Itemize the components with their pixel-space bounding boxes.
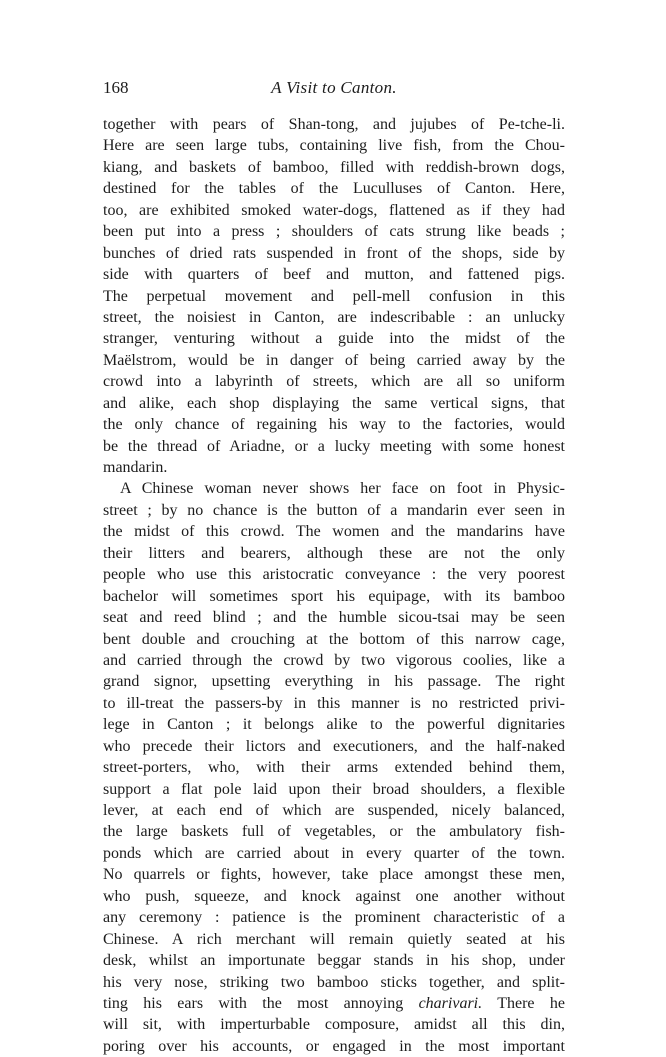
text-line: and alike, each shop displaying the same vertical signs, that [103, 394, 565, 412]
text-segment: street ; by no chance is the button of a mandarin ever seen in [103, 501, 565, 519]
text-line: stranger, venturing without a guide into the midst of the [103, 330, 565, 348]
page-number: 168 [103, 78, 129, 97]
text-line: side with quarters of beef and mutton, and fattened pigs. [103, 266, 565, 284]
running-title: A Visit to Canton. [271, 78, 397, 97]
italic-term: charivari. [418, 994, 483, 1012]
text-line [103, 993, 565, 1014]
text-line: to ill-treat the passers-by in this manner is no restricted privi- [103, 694, 565, 712]
text-line [103, 500, 565, 521]
text-line: together with pears of Shan-tong, and jujubes of Pe-tche-li. [103, 116, 565, 133]
text-line: mandarin. [103, 459, 168, 476]
text-line: desk, whilst an importunate beggar stands in his shop, under [103, 952, 565, 970]
text-line: lege in Canton ; it belongs alike to the powerful dignitaries [103, 716, 565, 734]
text-segment: There he [482, 994, 565, 1012]
text-line: bunches of dried rats suspended in front of the shops, side by [103, 244, 565, 262]
text-line: their litters and bearers, although these are not the only [103, 544, 565, 562]
text-line: seat and reed blind ; and the humble sicou-tsai may be seen [103, 609, 565, 627]
text-line: kiang, and baskets of bamboo, filled with reddish-brown dogs, [103, 158, 565, 176]
text-line: destined for the tables of the Luculluses of Canton. Here, [103, 180, 565, 198]
text-line: bachelor will sometimes sport his equipage, with its bamboo [103, 587, 565, 605]
text-line: who push, squeeze, and knock against one another without [103, 887, 565, 905]
paragraph-start-line: A Chinese woman never shows her face on foot in Physic- [120, 480, 565, 498]
text-line: The perpetual movement and pell-mell confusion in this [103, 287, 565, 305]
text-line: grand signor, upsetting everything in his passage. The right [103, 673, 565, 691]
text-line: street-porters, who, with their arms extended behind them, [103, 759, 565, 777]
text-line: lever, at each end of which are suspended, nicely balanced, [103, 802, 565, 819]
text-line: the only chance of regaining his way to the factories, would [103, 416, 565, 434]
text-line: too, are exhibited smoked water-dogs, flattened as if they had [103, 201, 565, 219]
text-segment: ting his ears with the most annoying [103, 994, 419, 1012]
text-line: street, the noisiest in Canton, are indescribable : an unlucky [103, 308, 565, 326]
text-line: who precede their lictors and executioners, and the half-naked [103, 737, 565, 755]
text-line: Chinese. A rich merchant will remain quietly seated at his [103, 930, 565, 948]
text-line: the midst of this crowd. The women and the mandarins have [103, 523, 565, 541]
text-line: ponds which are carried about in every quarter of the town. [103, 844, 565, 862]
text-line: No quarrels or fights, however, take place amongst these men, [103, 866, 565, 884]
body-text [103, 114, 565, 1057]
page-header [103, 78, 565, 102]
text-line: be the thread of Ariadne, or a lucky meeting with some honest [103, 437, 565, 455]
text-line: any ceremony : patience is the prominent characteristic of a [103, 909, 565, 927]
text-line: his very nose, striking two bamboo sticks together, and split- [103, 973, 565, 991]
text-line: bent double and crouching at the bottom of this narrow cage, [103, 630, 565, 648]
text-line: Maëlstrom, would be in danger of being carried away by the [103, 351, 565, 369]
text-line: poring over his accounts, or engaged in the most important [103, 1037, 565, 1055]
text-line: people who use this aristocratic conveyance : the very poorest [103, 566, 565, 584]
text-line: been put into a press ; shoulders of cats strung like beads ; [103, 223, 565, 241]
text-line: will sit, with imperturbable composure, amidst all this din, [103, 1016, 565, 1034]
text-line: Here are seen large tubs, containing live fish, from the Chou- [103, 137, 565, 155]
text-line: crowd into a labyrinth of streets, which are all so uniform [103, 373, 565, 391]
text-line: the large baskets full of vegetables, or the ambulatory fish- [103, 823, 565, 841]
text-line: and carried through the crowd by two vigorous coolies, like a [103, 651, 565, 669]
text-line: support a flat pole laid upon their broad shoulders, a flexible [103, 780, 565, 798]
